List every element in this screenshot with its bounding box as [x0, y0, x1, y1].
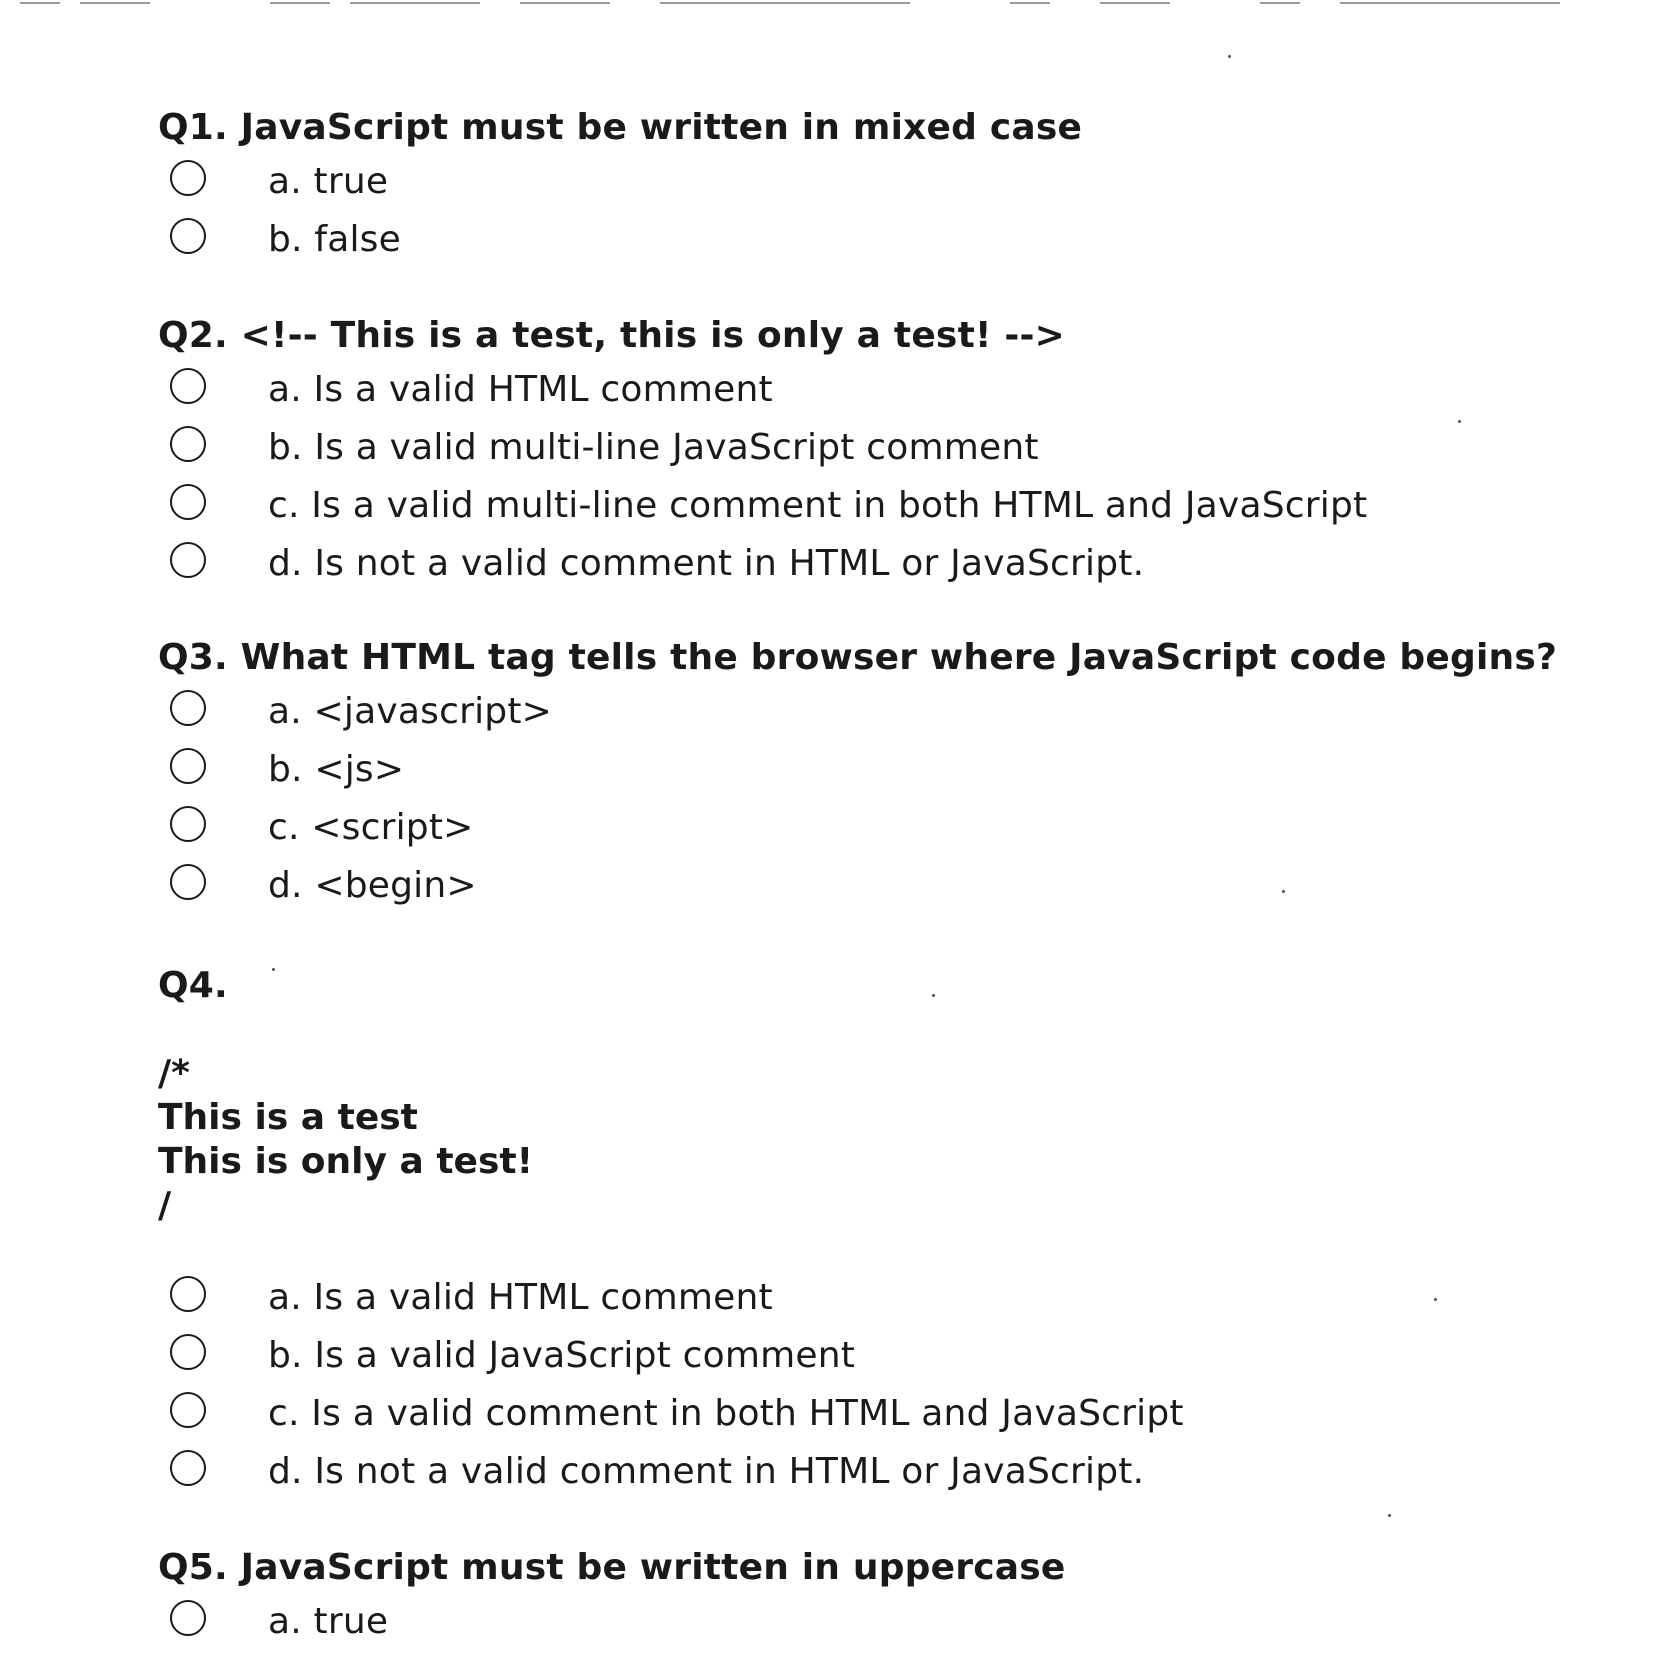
radio-button[interactable] [170, 748, 206, 784]
scan-speck [1228, 55, 1231, 58]
question-1-option-a[interactable] [158, 160, 1082, 218]
option-label: a. Is a valid HTML comment [268, 1277, 773, 1318]
radio-button[interactable] [170, 160, 206, 196]
question-5-options [158, 1600, 1065, 1658]
radio-button[interactable] [170, 690, 206, 726]
question-2-option-a[interactable] [158, 368, 1367, 426]
option-label: a. <javascript> [268, 691, 553, 732]
option-label: c. Is a valid multi-line comment in both HTML and JavaScript [268, 485, 1368, 526]
radio-button[interactable] [170, 1276, 206, 1312]
question-2-options [158, 368, 1367, 600]
radio-button[interactable] [170, 542, 206, 578]
radio-button[interactable] [170, 426, 206, 462]
radio-button[interactable] [170, 1392, 206, 1428]
question-4-option-b[interactable] [158, 1334, 1184, 1392]
question-5 [158, 1546, 1065, 1658]
question-5-option-a[interactable] [158, 1600, 1065, 1658]
radio-button[interactable] [170, 484, 206, 520]
option-label: b. <js> [268, 749, 405, 790]
option-label: a. true [268, 161, 389, 202]
question-2-title: Q2. <!-- This is a test, this is only a test! --> [158, 315, 1065, 356]
question-5-title: Q5. JavaScript must be written in uppercase [158, 1547, 1066, 1588]
code-line: / [158, 1185, 172, 1226]
code-line: This is only a test! [158, 1141, 533, 1182]
question-4-option-a[interactable] [158, 1276, 1184, 1334]
option-label: c. <script> [268, 807, 474, 848]
option-label: d. Is not a valid comment in HTML or JavaScript. [268, 543, 1145, 584]
question-4-code-snippet [158, 1052, 1184, 1228]
question-3 [158, 636, 1557, 922]
radio-button[interactable] [170, 1600, 206, 1636]
question-2-option-b[interactable] [158, 426, 1367, 484]
radio-button[interactable] [170, 218, 206, 254]
question-4-option-c[interactable] [158, 1392, 1184, 1450]
question-4-option-d[interactable] [158, 1450, 1184, 1508]
question-3-option-d[interactable] [158, 864, 1557, 922]
option-label: b. Is a valid multi-line JavaScript comment [268, 427, 1039, 468]
question-4-title: Q4. [158, 965, 228, 1006]
option-label: c. Is a valid comment in both HTML and JavaScript [268, 1393, 1184, 1434]
code-line: /* [158, 1053, 190, 1094]
question-3-options [158, 690, 1557, 922]
question-3-option-a[interactable] [158, 690, 1557, 748]
radio-button[interactable] [170, 368, 206, 404]
radio-button[interactable] [170, 1450, 206, 1486]
question-4 [158, 964, 1184, 1508]
question-2 [158, 314, 1367, 600]
radio-button[interactable] [170, 1334, 206, 1370]
scan-speck [1434, 1298, 1437, 1301]
scan-speck [1388, 1514, 1391, 1517]
option-label: b. false [268, 219, 401, 260]
question-3-title: Q3. What HTML tag tells the browser where JavaScript code begins? [158, 637, 1558, 678]
scan-artifact-top-edge [20, 2, 1640, 8]
question-3-option-c[interactable] [158, 806, 1557, 864]
option-label: a. Is a valid HTML comment [268, 369, 773, 410]
question-1-title: Q1. JavaScript must be written in mixed case [158, 107, 1083, 148]
option-label: b. Is a valid JavaScript comment [268, 1335, 856, 1376]
question-1-options [158, 160, 1082, 276]
option-label: a. true [268, 1601, 389, 1642]
question-4-options [158, 1276, 1184, 1508]
option-label: d. Is not a valid comment in HTML or JavaScript. [268, 1451, 1145, 1492]
option-label: d. <begin> [268, 865, 477, 906]
code-line: This is a test [158, 1097, 418, 1138]
question-1-option-b[interactable] [158, 218, 1082, 276]
scan-speck [1458, 420, 1461, 423]
question-2-option-c[interactable] [158, 484, 1367, 542]
question-1 [158, 106, 1082, 276]
radio-button[interactable] [170, 806, 206, 842]
radio-button[interactable] [170, 864, 206, 900]
question-3-option-b[interactable] [158, 748, 1557, 806]
question-2-option-d[interactable] [158, 542, 1367, 600]
